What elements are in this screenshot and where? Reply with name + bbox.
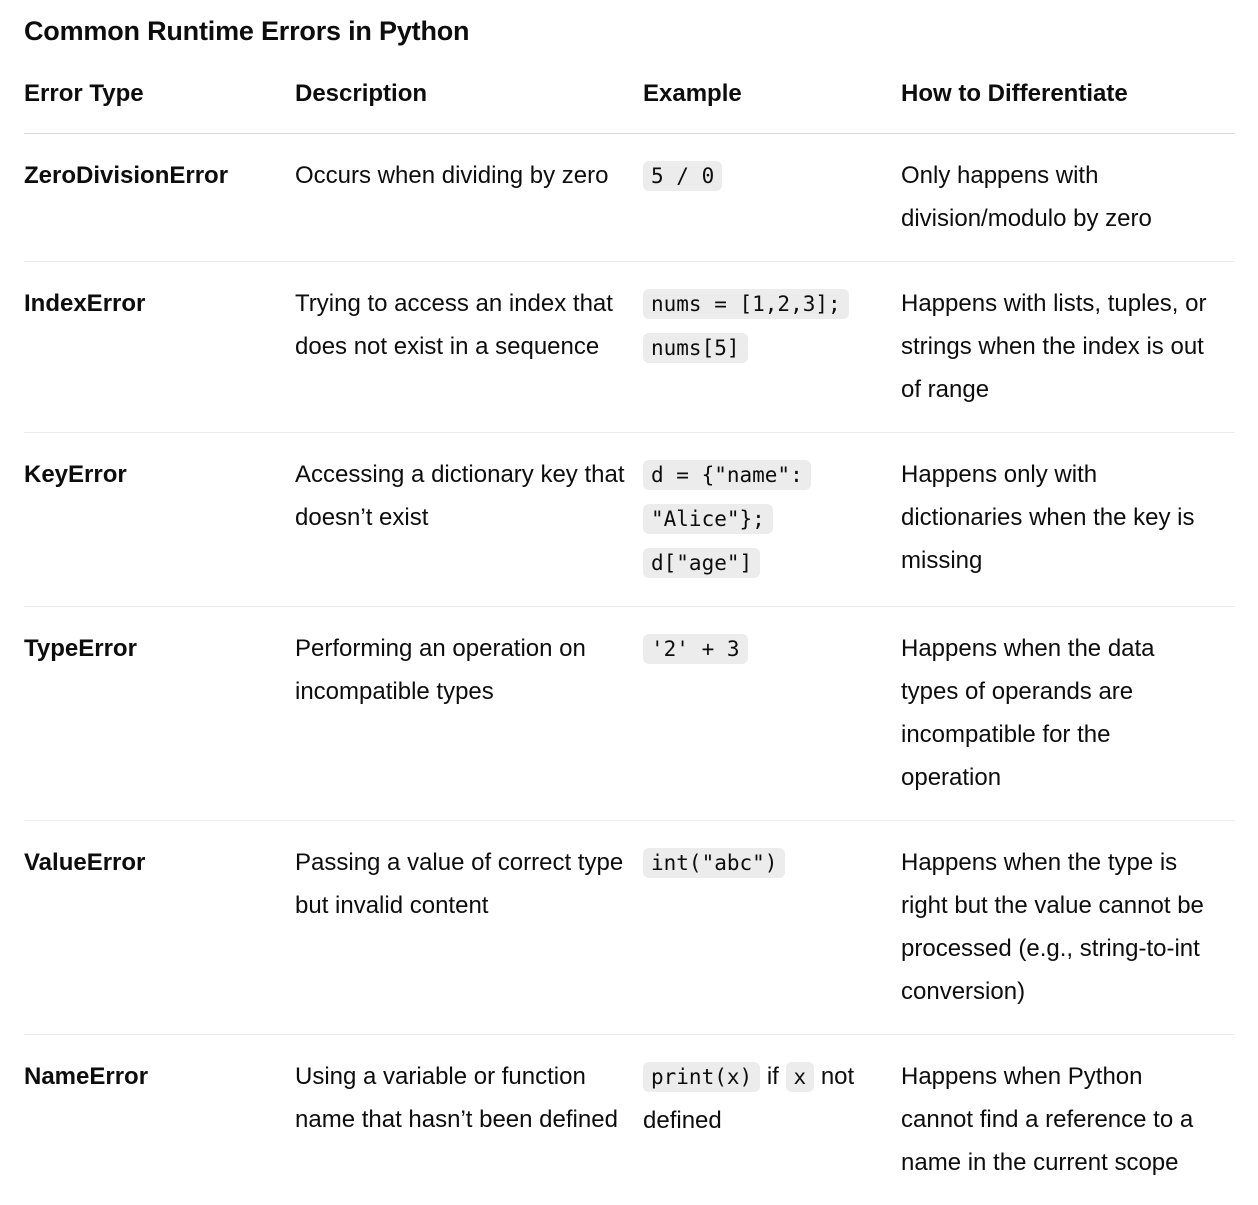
example-code: d = {"name": "Alice"}; d["age"] <box>643 460 811 578</box>
example-content <box>643 821 901 906</box>
example-code: print(x) <box>643 1062 760 1092</box>
error-name-cell <box>24 607 295 821</box>
column-header-example: Example <box>643 72 901 134</box>
table-row <box>24 607 1235 821</box>
description-text: Using a variable or function name that hasn’t been defined <box>295 1035 643 1162</box>
example-content <box>643 262 901 391</box>
example-cell <box>643 1035 901 1205</box>
example-content <box>643 433 901 606</box>
column-header-description: Description <box>295 72 643 134</box>
description-cell <box>295 607 643 821</box>
description-text: Performing an operation on incompatible types <box>295 607 643 734</box>
error-name-cell <box>24 134 295 262</box>
error-name-cell <box>24 433 295 607</box>
column-header-how-to-differentiate: How to Differentiate <box>901 72 1235 134</box>
differentiate-cell <box>901 134 1235 262</box>
differentiate-cell <box>901 433 1235 607</box>
description-text: Trying to access an index that does not exist in a sequence <box>295 262 643 389</box>
error-name: KeyError <box>24 433 295 517</box>
differentiate-text: Happens when the data types of operands are incompatible for the operation <box>901 607 1235 820</box>
errors-table <box>24 72 1235 1205</box>
example-content <box>643 607 901 692</box>
example-code-variable: x <box>786 1062 815 1092</box>
table-row <box>24 433 1235 607</box>
description-text: Accessing a dictionary key that doesn’t exist <box>295 433 643 560</box>
error-name: TypeError <box>24 607 295 691</box>
error-name-cell <box>24 821 295 1035</box>
description-cell <box>295 821 643 1035</box>
example-content <box>643 1035 901 1163</box>
page-title: Common Runtime Errors in Python <box>24 16 469 47</box>
differentiate-cell <box>901 1035 1235 1205</box>
differentiate-text: Only happens with division/modulo by zero <box>901 134 1235 261</box>
description-cell <box>295 433 643 607</box>
differentiate-text: Happens when Python cannot find a reference to a name in the current scope <box>901 1035 1235 1205</box>
differentiate-cell <box>901 821 1235 1035</box>
description-text: Occurs when dividing by zero <box>295 134 643 218</box>
error-name-cell <box>24 1035 295 1205</box>
example-cell <box>643 262 901 433</box>
table-row <box>24 821 1235 1035</box>
header-row <box>24 72 1235 134</box>
table-row <box>24 134 1235 262</box>
description-cell <box>295 1035 643 1205</box>
column-header-error-type: Error Type <box>24 72 295 134</box>
table-row <box>24 1035 1235 1205</box>
error-name: NameError <box>24 1035 295 1119</box>
example-cell <box>643 607 901 821</box>
example-content <box>643 134 901 219</box>
example-code: '2' + 3 <box>643 634 748 664</box>
error-name: ZeroDivisionError <box>24 134 295 218</box>
example-cell <box>643 433 901 607</box>
table-header <box>24 72 1235 134</box>
example-code: int("abc") <box>643 848 785 878</box>
table-row <box>24 262 1235 433</box>
example-suffix: if <box>760 1063 785 1090</box>
differentiate-text: Happens only with dictionaries when the key is missing <box>901 433 1235 603</box>
description-text: Passing a value of correct type but invalid content <box>295 821 643 948</box>
example-tail: not defined <box>643 1063 854 1134</box>
differentiate-text: Happens with lists, tuples, or strings when the index is out of range <box>901 262 1235 432</box>
example-code: 5 / 0 <box>643 161 722 191</box>
table-body <box>24 134 1235 1205</box>
error-name: ValueError <box>24 821 295 905</box>
error-name-cell <box>24 262 295 433</box>
example-cell <box>643 134 901 262</box>
differentiate-cell <box>901 262 1235 433</box>
differentiate-text: Happens when the type is right but the value cannot be processed (e.g., string-to-int conversion) <box>901 821 1235 1034</box>
differentiate-cell <box>901 607 1235 821</box>
error-name: IndexError <box>24 262 295 346</box>
description-cell <box>295 262 643 433</box>
description-cell <box>295 134 643 262</box>
example-cell <box>643 821 901 1035</box>
example-code: nums = [1,2,3]; nums[5] <box>643 289 849 363</box>
